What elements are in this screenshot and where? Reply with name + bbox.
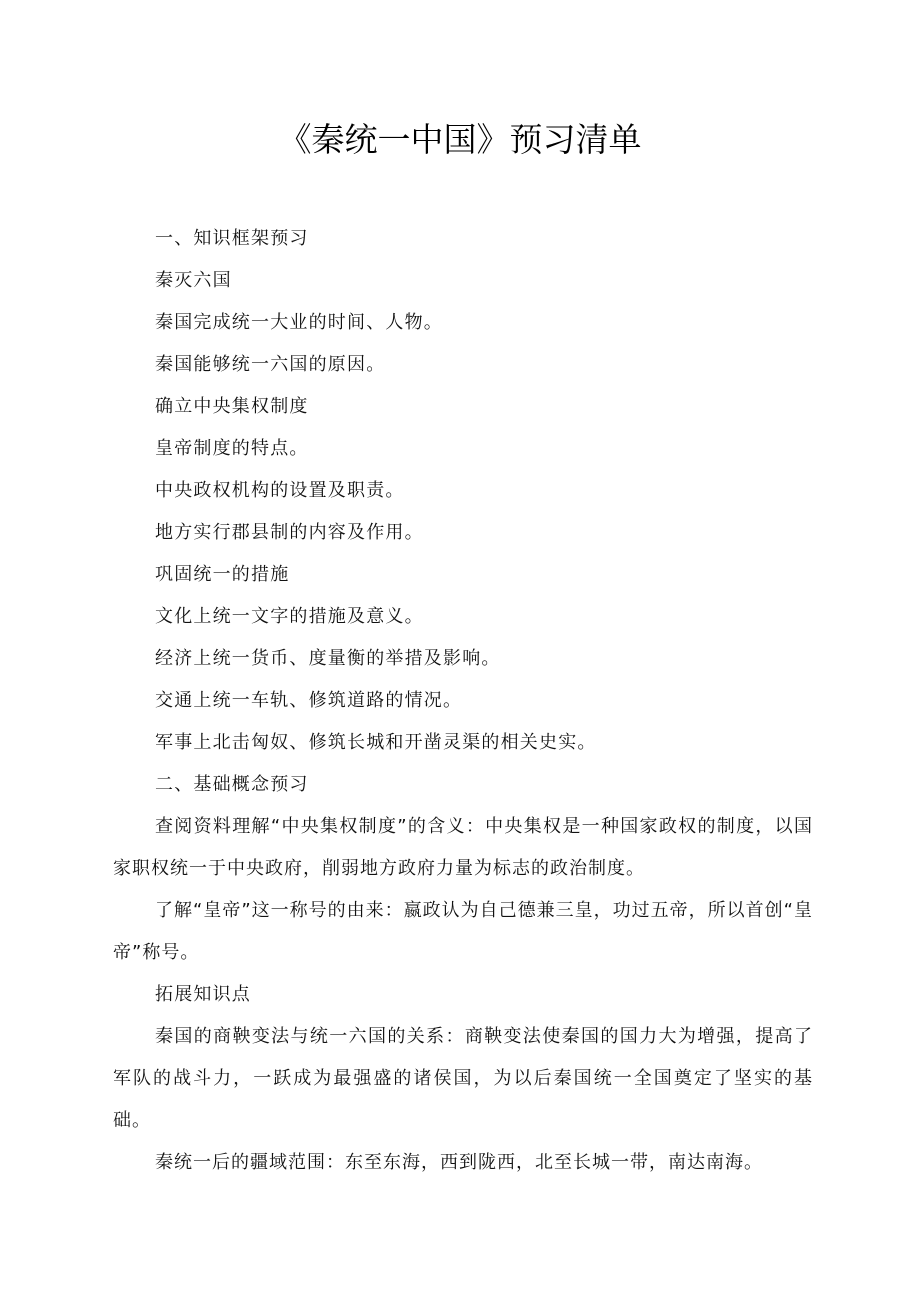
list-item: 皇帝制度的特点。 [155,438,309,459]
paragraph: 秦国的商鞅变法与统一六国的关系：商鞅变法使秦国的国力大为增强，提高了军队的战斗力，一跃成为最强盛的诸侯国，为以后秦国统一全国奠定了坚实的基础。 [113,1026,813,1131]
paragraph: 查阅资料理解“中央集权制度”的含义：中央集权是一种国家政权的制度，以国家职权统一于中央政府，削弱地方政府力量为标志的政治制度。 [113,816,813,879]
list-item: 地方实行郡县制的内容及作用。 [155,522,424,543]
group-title: 巩固统一的措施 [155,564,290,585]
page-title: 《秦统一中国》预习清单 [278,120,642,159]
list-item: 中央政权机构的设置及职责。 [155,480,405,501]
list-item: 秦国能够统一六国的原因。 [155,354,386,375]
list-item: 文化上统一文字的措施及意义。 [155,606,424,627]
group-title: 秦灭六国 [155,270,232,291]
list-item: 秦国完成统一大业的时间、人物。 [155,312,443,333]
paragraph: 秦统一后的疆域范围：东至东海，西到陇西，北至长城一带，南达南海。 [155,1152,763,1173]
list-item: 交通上统一车轨、修筑道路的情况。 [155,690,463,711]
list-item: 军事上北击匈奴、修筑长城和开凿灵渠的相关史实。 [155,732,597,753]
group-title: 确立中央集权制度 [155,396,309,417]
document-body [113,218,813,1184]
section-heading: 二、基础概念预习 [155,774,309,795]
paragraph: 了解“皇帝”这一称号的由来：嬴政认为自己德兼三皇，功过五帝，所以首创“皇帝”称号。 [113,900,813,963]
extension-heading: 拓展知识点 [155,984,251,1005]
section-heading: 一、知识框架预习 [155,228,309,249]
list-item: 经济上统一货币、度量衡的举措及影响。 [155,648,501,669]
